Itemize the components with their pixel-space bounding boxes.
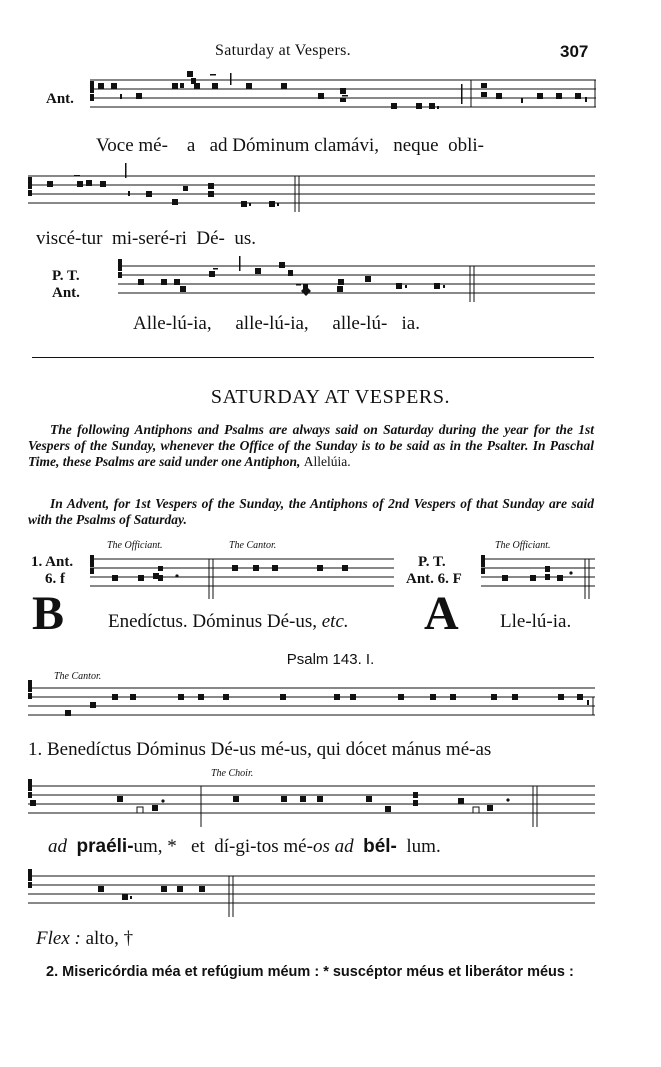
antiphon-label: Ant.: [52, 285, 80, 301]
chant-staff-1: [90, 70, 597, 120]
drop-cap: A: [424, 587, 459, 640]
lyric-middle: um, * et dí-gi-tos mé-: [133, 836, 313, 857]
lyrics-line: Lle-lú-ia.: [500, 611, 572, 632]
mode-label: Ant. 6. F: [406, 571, 462, 587]
mode-label: 6. f: [45, 571, 65, 587]
chant-staff-3: [118, 256, 596, 306]
psalm-staff-1: [28, 680, 596, 730]
officiant-cue: The Officiant.: [107, 540, 163, 551]
intonation-staff-left: [90, 555, 395, 605]
psalm-staff-flex: [28, 866, 596, 921]
lyrics-line: viscé-tur mi-seré-ri Dé- us.: [36, 228, 257, 249]
drop-cap: B: [32, 587, 65, 640]
section-title: SATURDAY AT VESPERS.: [210, 386, 451, 408]
choir-cue: The Choir.: [211, 768, 254, 779]
rubric-paragraph: [28, 496, 594, 528]
lyrics-line: Voce mé- a ad Dóminum clamávi, neque obli-: [96, 135, 484, 156]
running-title: Saturday at Vespers.: [215, 42, 351, 59]
rubric-text: In Advent, for 1st Vespers of the Sunday, the Antiphons of 2nd Vespers of that Sunday are said with the Psalms of Saturday.: [28, 496, 594, 527]
chant-staff-2: [28, 163, 596, 218]
psalm-verse-2: [28, 963, 598, 981]
flex-line: [36, 928, 133, 950]
section-divider: [32, 357, 594, 358]
rubric-paragraph: [28, 422, 594, 470]
officiant-cue: The Officiant.: [495, 540, 551, 551]
intonation-text: Enedíctus. Dóminus Dé-us,: [108, 611, 317, 632]
psalm-verse-line: 1. Benedíctus Dóminus Dé-us mé-us, qui dócet mánus mé-as: [28, 739, 492, 760]
lyrics-line: [108, 611, 349, 633]
rubric-alleluia: Allelúia.: [303, 454, 351, 469]
antiphon-number-label: 1. Ant.: [31, 554, 74, 570]
lyrics-line: Alle-lú-ia, alle-lú-ia, alle-lú- ia.: [133, 313, 420, 334]
rubric-text: The following Antiphons and Psalms are always said on Saturday during the year for the 1st Vespers of the Sunday, whenever the Office of the Sunday is to be said as in the Psalter. In Paschal Time, these Psalms are said under one Antiphon,: [28, 422, 594, 469]
intonation-staff-right: [481, 555, 596, 605]
cantor-cue: The Cantor.: [54, 671, 102, 682]
psalm-staff-2: [28, 776, 596, 831]
page-number: 307: [560, 42, 589, 61]
lyric-bel: bél-: [363, 836, 397, 857]
psalm-title: Psalm 143. I.: [286, 651, 375, 668]
paschal-time-label: P. T.: [418, 554, 446, 570]
verse-2-text: 2. Misericórdia méa et refúgium méum : * suscéptor méus et liberátor méus :: [46, 964, 574, 980]
lyric-praeli: praéli-: [76, 836, 134, 857]
lyric-lum: lum.: [406, 836, 441, 857]
paschal-time-label: P. T.: [52, 268, 80, 284]
psalm-verse-line: [48, 836, 441, 858]
lyric-ad: ad: [48, 836, 67, 857]
antiphon-label: Ant.: [46, 91, 74, 107]
flex-label: Flex :: [36, 928, 81, 949]
lyric-os-ad: os ad: [312, 836, 354, 857]
cantor-cue: The Cantor.: [229, 540, 277, 551]
flex-text: alto, †: [85, 928, 134, 949]
etc-text: etc.: [321, 611, 349, 632]
